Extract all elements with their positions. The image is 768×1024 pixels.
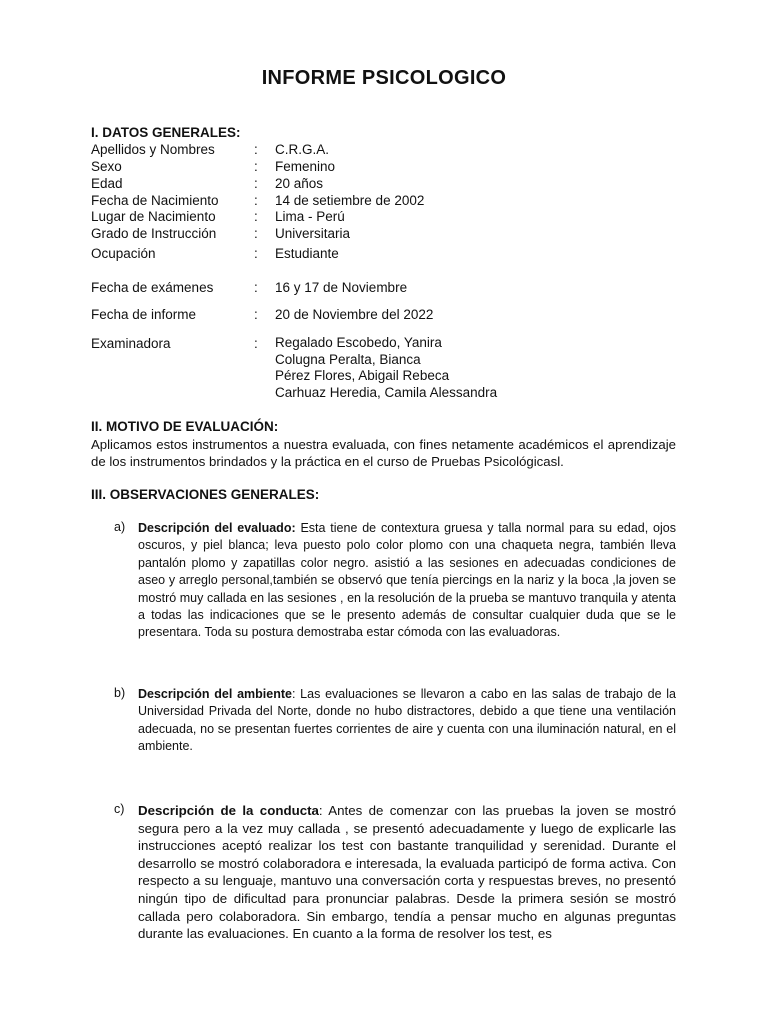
section-motivo-heading: II. MOTIVO DE EVALUACIÓN: bbox=[91, 419, 279, 434]
field-separator: : bbox=[254, 142, 258, 157]
field-value: Lima - Perú bbox=[275, 209, 345, 224]
examiner-names bbox=[275, 335, 497, 401]
field-label: Examinadora bbox=[91, 336, 171, 351]
field-label: Ocupación bbox=[91, 246, 156, 261]
field-value: Universitaria bbox=[275, 226, 351, 241]
field-label: Sexo bbox=[91, 159, 122, 174]
field-label: Fecha de Nacimiento bbox=[91, 193, 219, 208]
field-separator: : bbox=[254, 280, 258, 295]
field-label: Grado de Instrucción bbox=[91, 226, 217, 241]
field-label: Apellidos y Nombres bbox=[91, 142, 215, 157]
list-marker: b) bbox=[114, 686, 126, 700]
field-separator: : bbox=[254, 176, 258, 191]
field-value: Femenino bbox=[275, 159, 336, 174]
field-separator: : bbox=[254, 246, 258, 261]
field-separator: : bbox=[254, 226, 258, 241]
examiner-name: Regalado Escobedo, Yanira bbox=[275, 335, 442, 350]
field-value: 16 y 17 de Noviembre bbox=[275, 280, 408, 295]
field-separator: : bbox=[254, 336, 258, 351]
observation-text: : Antes de comenzar con las pruebas la joven se mostró segura pero a la vez muy callada , se presentó adecuadamente y luego de explicarle las instrucciones aceptó realizar los test con bastante tranquilidad y serenidad. Durante el desarrollo se mostró colaboradora e interesada, la evaluada participó de forma activa. Con respecto a su lenguaje, mantuvo una conversación corta y respuestas breves, no presentó ningún tipo de dificultad para pronunciar palabras. Desde la primera sesión se mostró callada pero colaboradora. Sin embargo, tendía a pensar mucho en algunas preguntas durante las evaluaciones. En cuanto a la forma de resolver los test, es bbox=[138, 803, 676, 942]
observation-body bbox=[138, 520, 676, 642]
list-marker: c) bbox=[114, 802, 125, 816]
field-separator: : bbox=[254, 209, 258, 224]
list-marker: a) bbox=[114, 520, 126, 534]
examiner-name: Colugna Peralta, Bianca bbox=[275, 351, 421, 367]
field-value: 20 de Noviembre del 2022 bbox=[275, 307, 434, 322]
section-motivo-text: Aplicamos estos instrumentos a nuestra evaluada, con fines netamente académicos el aprendizaje de los instrumentos brindados y la práctica en el curso de Pruebas Psicológicasl. bbox=[91, 437, 676, 469]
section-datos-generales-heading: I. DATOS GENERALES: bbox=[91, 125, 241, 140]
section-observaciones-heading: III. OBSERVACIONES GENERALES: bbox=[91, 487, 320, 502]
field-value: 20 años bbox=[275, 176, 324, 191]
field-value: Estudiante bbox=[275, 246, 339, 261]
observation-text: : Las evaluaciones se llevaron a cabo en las salas de trabajo de la Universidad Privada del Norte, donde no hubo distractores, debido a que tiene una ventilación adecuada, no se presentan fuertes corrientes de aire y cuenta con una iluminación natural, en el ambiente. bbox=[138, 687, 676, 754]
observation-title: Descripción del evaluado: bbox=[138, 521, 296, 535]
field-value: 14 de setiembre de 2002 bbox=[275, 193, 425, 208]
report-title: INFORME PSICOLOGICO bbox=[261, 67, 507, 89]
observation-text: Esta tiene de contextura gruesa y talla normal para su edad, ojos oscuros, y piel blanca; leva puesto polo color plomo con una chaqueta negra, también lleva pantalón plomo y zapatillas color negro. asistió a las sesiones en adecuadas condiciones de aseo y arreglo personal,también se observó que tenía piercings en la nariz y la boca ,la joven se mostró muy callada en las sesiones , en la resolución de la prueba se mantuvo tranquila y atenta a todas las indicaciones que se le presento además de consultar cualquier duda que se le presentara. Toda su postura demostraba estar cómoda con las evaluadoras. bbox=[138, 521, 676, 640]
field-label: Fecha de informe bbox=[91, 307, 197, 322]
field-separator: : bbox=[254, 307, 258, 322]
field-label: Edad bbox=[91, 176, 123, 191]
field-value: C.R.G.A. bbox=[275, 142, 330, 157]
observation-body bbox=[138, 686, 676, 756]
observation-title: Descripción del ambiente bbox=[138, 687, 292, 701]
observation-title: Descripción de la conducta bbox=[138, 803, 319, 818]
field-label: Lugar de Nacimiento bbox=[91, 209, 216, 224]
examiner-name: Pérez Flores, Abigail Rebeca bbox=[275, 368, 450, 383]
field-separator: : bbox=[254, 159, 258, 174]
field-label: Fecha de exámenes bbox=[91, 280, 214, 295]
observation-body bbox=[138, 802, 676, 943]
examiner-name: Carhuaz Heredia, Camila Alessandra bbox=[275, 384, 498, 400]
field-separator: : bbox=[254, 193, 258, 208]
